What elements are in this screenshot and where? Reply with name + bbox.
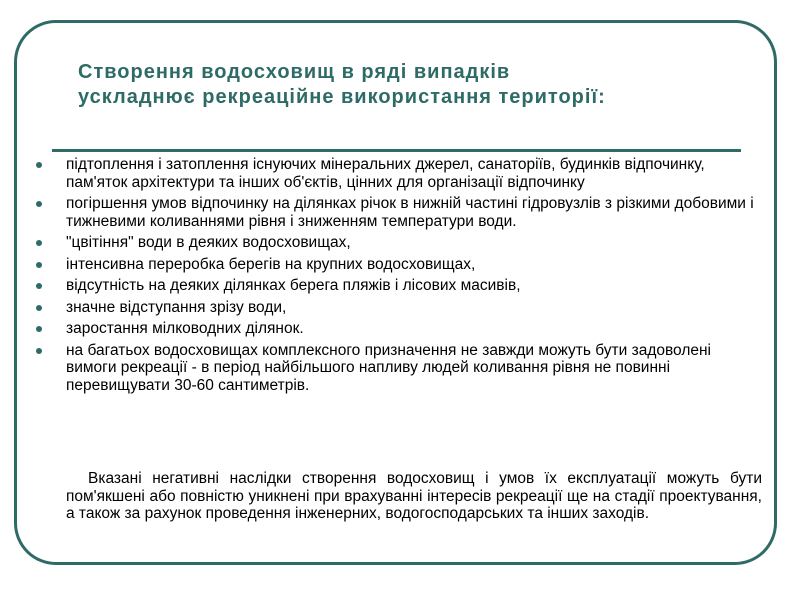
slide-title <box>78 60 758 110</box>
title-line-2: ускладнює рекреаційне використання території: <box>78 86 606 108</box>
title-line-1: Створення водосховищ в ряді випадків <box>78 61 511 83</box>
bullet-text: відсутність на деяких ділянках берега пляжів і лісових масивів, <box>66 277 521 294</box>
bullet-dot-icon <box>36 305 42 311</box>
bullet-item <box>36 195 756 230</box>
bullet-text: погіршення умов відпочинку на ділянках річок в нижній частині гідровузлів з різкими добовими і тижневими коливаннями рівня і зниженням температури води. <box>66 195 754 230</box>
bullet-item <box>36 299 756 317</box>
bullet-text: заростання мілководних ділянок. <box>66 320 304 337</box>
bullet-dot-icon <box>36 240 42 246</box>
bullet-dot-icon <box>36 326 42 332</box>
bullet-dot-icon <box>36 283 42 289</box>
title-divider <box>52 149 741 152</box>
summary-paragraph: Вказані негативні наслідки створення водосховищ і умов їх експлуатації можуть бути пом'якшені або повністю уникнені при врахуванні інтересів рекреації ще на стадії проектування, а також за рахунок проведення інженерних, водогосподарських та інших заходів. <box>66 470 762 522</box>
bullet-text: підтоплення і затоплення існуючих мінеральних джерел, санаторіїв, будинків відпочинку, пам'яток архітектури та інших об'єктів, цінних для організації відпочинку <box>66 156 705 191</box>
bullet-text: на багатьох водосховищах комплексного призначення не завжди можуть бути задоволені вимоги рекреації - в період найбільшого напливу людей коливання рівня не повинні перевищувати 30-60 сантиметрів. <box>66 341 711 394</box>
bullet-item <box>36 277 756 295</box>
bullet-text: "цвітіння" води в деяких водосховищах, <box>66 234 351 251</box>
bullet-text: значне відступання зрізу води, <box>66 298 287 316</box>
bullet-dot-icon <box>36 201 42 207</box>
bullet-item <box>36 234 756 252</box>
bullet-text: інтенсивна переробка берегів на крупних водосховищах, <box>66 255 476 273</box>
bullet-dot-icon <box>36 348 42 354</box>
bullet-list <box>36 156 756 398</box>
bullet-item <box>36 156 756 191</box>
bullet-item <box>36 320 756 338</box>
bullet-dot-icon <box>36 262 42 268</box>
bullet-item <box>36 342 756 395</box>
bullet-dot-icon <box>36 162 42 168</box>
bullet-item <box>36 256 756 274</box>
